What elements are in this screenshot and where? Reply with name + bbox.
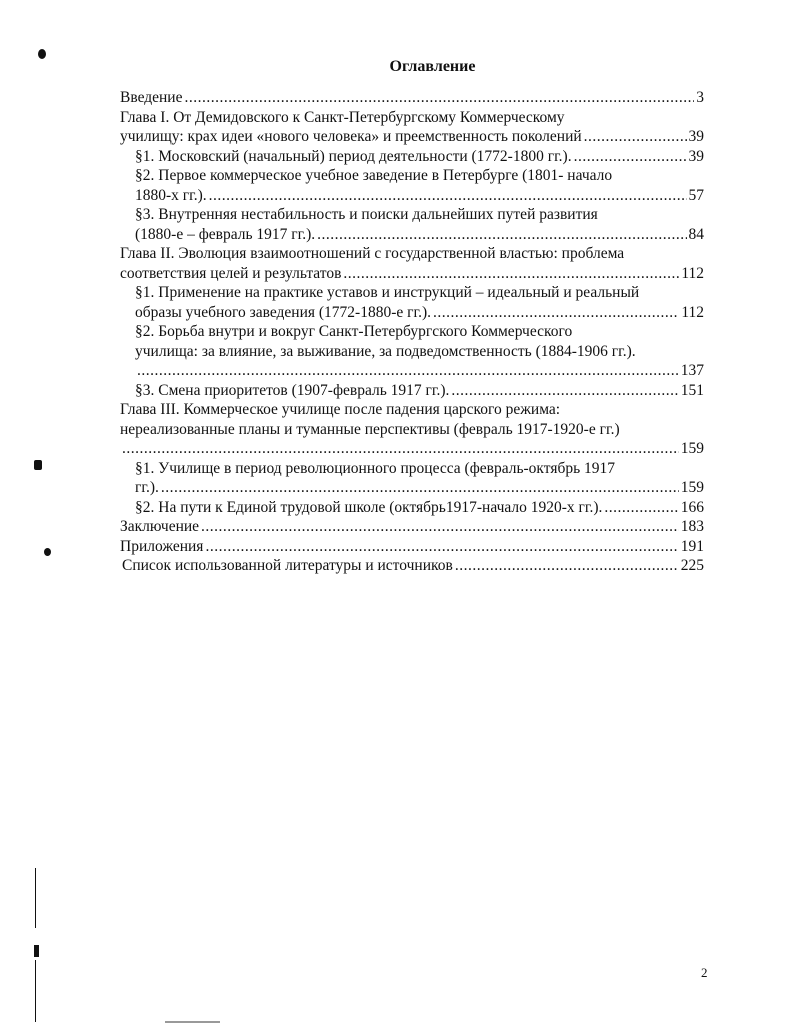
- toc-entry-label: образы учебного заведения (1772-1880-е гг.).: [135, 303, 432, 321]
- toc-entry-label: Введение: [120, 89, 183, 106]
- toc-page-number: 166: [680, 498, 704, 516]
- toc-entry-label-line: училища: за влияние, за выживание, за подведомственность (1884-1906 гг.).: [135, 342, 636, 360]
- toc-entry-label: соответствия целей и результатов: [120, 264, 342, 282]
- toc-page-number: 183: [680, 518, 704, 535]
- toc-entry-label-line: Глава II. Эволюция взаимоотношений с государственной властью: проблема: [120, 245, 625, 262]
- toc-entry-ch1-sec2[interactable]: [120, 166, 704, 205]
- toc-page-number: 191: [680, 537, 704, 555]
- toc-entry-label-line: §1. Училище в период революционного процесса (февраль-октябрь 1917: [135, 459, 616, 477]
- scan-mark: [35, 868, 36, 928]
- toc-leader-dots: [209, 186, 687, 206]
- toc-leader-dots: [343, 264, 679, 284]
- toc-page-number: 84: [688, 225, 704, 243]
- toc-page-number: 39: [688, 128, 704, 145]
- toc-page-number: 225: [680, 557, 704, 574]
- toc-page-number: 112: [681, 303, 704, 321]
- toc-leader-dots: [317, 225, 686, 245]
- toc-entry-label: Приложения: [120, 537, 204, 555]
- toc-entry-bibliography[interactable]: [120, 556, 704, 576]
- toc-leader-dots: [201, 517, 679, 537]
- toc-entry-label: §2. На пути к Единой трудовой школе (октябрь1917-начало 1920-х гг.).: [135, 498, 603, 516]
- toc-entry-ch2-sec1[interactable]: [120, 283, 704, 322]
- toc-leader-dots: [122, 439, 679, 459]
- toc-entry-ch3-sec2[interactable]: [120, 498, 704, 518]
- toc-leader-dots: [574, 147, 687, 167]
- toc-entry-label-line: Глава III. Коммерческое училище после падения царского режима:: [120, 401, 561, 418]
- toc-entry-ch3-sec1[interactable]: [120, 459, 704, 498]
- scan-mark: [34, 460, 42, 470]
- toc-entry-label: (1880-е – февраль 1917 гг.).: [135, 225, 316, 243]
- toc-entry-chapter-3[interactable]: [120, 400, 704, 459]
- toc-leader-dots: [604, 498, 678, 518]
- toc-entry-label-line: §2. Борьба внутри и вокруг Санкт-Петербургского Коммерческого: [135, 323, 573, 340]
- scan-mark: [34, 945, 39, 957]
- toc-entry-label-line: нереализованные планы и туманные перспективы (февраль 1917-1920-е гг.): [120, 420, 620, 438]
- toc-entry-label-line: §3. Внутренняя нестабильность и поиски дальнейших путей развития: [135, 206, 598, 223]
- toc-entry-label: 1880-х гг.).: [135, 186, 207, 204]
- toc-entry-label: Список использованной литературы и источников: [122, 557, 453, 574]
- toc-entry-label-line: §2. Первое коммерческое учебное заведение в Петербурге (1801- начало: [135, 167, 613, 184]
- toc-leader-dots: [433, 303, 679, 323]
- page-number: 2: [701, 965, 708, 980]
- toc-page-number: 39: [688, 147, 704, 165]
- toc-page-number: 159: [680, 440, 704, 457]
- toc-entry-ch1-sec1[interactable]: [120, 147, 704, 167]
- toc-entry-appendices[interactable]: [120, 537, 704, 557]
- toc-leader-dots: [184, 88, 694, 108]
- toc-entry-label: гг.).: [135, 479, 159, 496]
- toc-page-number: 3: [696, 89, 704, 106]
- toc-leader-dots: [584, 127, 687, 147]
- toc-leader-dots: [137, 361, 679, 381]
- toc-entry-ch2-sec2[interactable]: [120, 322, 704, 381]
- toc-entry-label: Заключение: [120, 518, 200, 535]
- toc-entry-chapter-2[interactable]: [120, 244, 704, 283]
- toc-entry-label-line: §1. Применение на практике уставов и инструкций – идеальный и реальный: [135, 284, 640, 301]
- toc-page-number: 137: [680, 362, 704, 379]
- page-title: Оглавление: [389, 58, 476, 75]
- toc-leader-dots: [205, 537, 678, 557]
- toc-entry-ch1-sec3[interactable]: [120, 205, 704, 244]
- toc-entry-label: училищу: крах идеи «нового человека» и преемственность поколений: [120, 128, 582, 145]
- toc-page-number: 159: [680, 479, 704, 496]
- toc-entry-label: §1. Московский (начальный) период деятельности (1772-1800 гг.).: [135, 147, 572, 165]
- toc-entry-conclusion[interactable]: [120, 517, 704, 537]
- toc-entry-ch2-sec3[interactable]: [120, 381, 704, 401]
- scan-mark: [165, 1021, 220, 1023]
- toc-entry-label-line: Глава I. От Демидовского к Санкт-Петербургскому Коммерческому: [120, 108, 565, 126]
- toc-entry-chapter-1[interactable]: [120, 108, 704, 147]
- toc-leader-dots: [451, 381, 678, 401]
- toc-page-number: 112: [681, 264, 704, 282]
- toc-leader-dots: [161, 478, 679, 498]
- scan-mark: [44, 548, 51, 556]
- toc-entry-introduction[interactable]: [120, 88, 704, 108]
- table-of-contents: [120, 88, 704, 576]
- scan-mark: [35, 960, 36, 1022]
- toc-page-number: 151: [680, 381, 704, 399]
- toc-entry-label: §3. Смена приоритетов (1907-февраль 1917 гг.).: [135, 381, 450, 399]
- toc-leader-dots: [455, 556, 679, 576]
- scan-mark: [38, 49, 46, 59]
- toc-page-number: 57: [688, 186, 704, 204]
